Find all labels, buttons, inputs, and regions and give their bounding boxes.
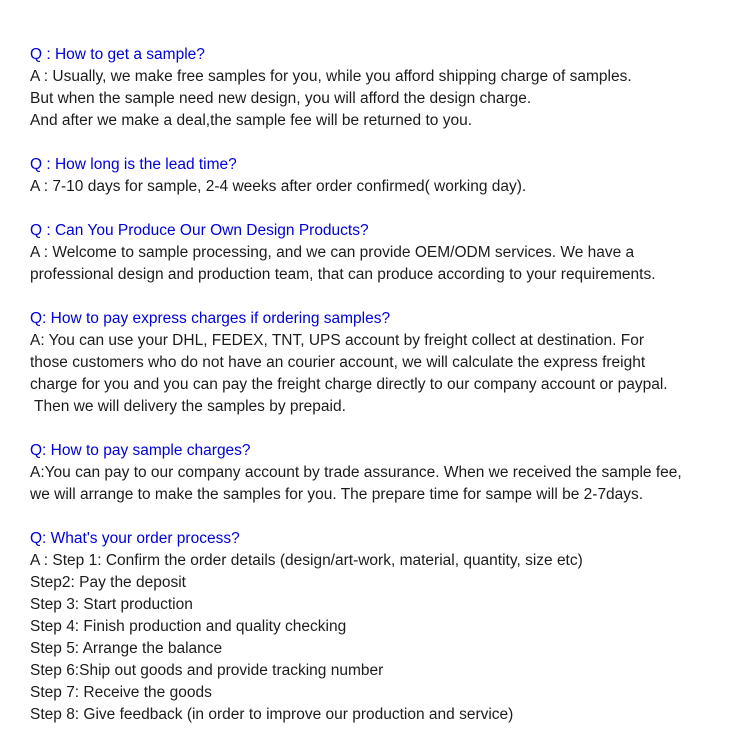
faq-question: Q: What's your order process? xyxy=(30,530,240,547)
faq-answer-line: we will arrange to make the samples for you. The prepare time for sampe will be 2-7days. xyxy=(30,486,644,503)
faq-question: Q: How to pay sample charges? xyxy=(30,442,251,459)
faq-answer-line: Step2: Pay the deposit xyxy=(30,574,186,591)
faq-answer-line: Step 8: Give feedback (in order to improve our production and service) xyxy=(30,706,514,723)
faq-question: Q : How long is the lead time? xyxy=(30,156,237,173)
faq-answer-line: A : Usually, we make free samples for you, while you afford shipping charge of samples. xyxy=(30,68,632,85)
faq-answer-line: Step 3: Start production xyxy=(30,596,193,613)
faq-list xyxy=(30,44,722,726)
faq-block xyxy=(30,154,722,198)
faq-answer-line: professional design and production team, that can produce according to your requirements. xyxy=(30,266,656,283)
faq-answers xyxy=(30,330,722,418)
faq-answers xyxy=(30,242,722,286)
faq-answers xyxy=(30,462,722,506)
faq-answer-line: Then we will delivery the samples by prepaid. xyxy=(30,398,346,415)
faq-question: Q : How to get a sample? xyxy=(30,46,205,63)
faq-answer-line: Step 5: Arrange the balance xyxy=(30,640,223,657)
faq-block xyxy=(30,308,722,418)
faq-question: Q : Can You Produce Our Own Design Products? xyxy=(30,222,369,239)
faq-answer-line: And after we make a deal,the sample fee will be returned to you. xyxy=(30,112,472,129)
faq-answer-line: A:You can pay to our company account by trade assurance. When we received the sample fee, xyxy=(30,464,682,481)
faq-question: Q: How to pay express charges if ordering samples? xyxy=(30,310,391,327)
faq-answer-line: But when the sample need new design, you will afford the design charge. xyxy=(30,90,532,107)
faq-block xyxy=(30,220,722,286)
faq-answer-line: Step 4: Finish production and quality checking xyxy=(30,618,347,635)
faq-answer-line: A : Step 1: Confirm the order details (design/art-work, material, quantity, size etc) xyxy=(30,552,583,569)
faq-answer-line: A : Welcome to sample processing, and we can provide OEM/ODM services. We have a xyxy=(30,244,635,261)
faq-block xyxy=(30,528,722,726)
faq-block xyxy=(30,44,722,132)
faq-answer-line: A: You can use your DHL, FEDEX, TNT, UPS account by freight collect at destination. For xyxy=(30,332,644,349)
faq-answer-line: Step 7: Receive the goods xyxy=(30,684,212,701)
faq-block xyxy=(30,440,722,506)
faq-answer-line: A : 7-10 days for sample, 2-4 weeks after order confirmed( working day). xyxy=(30,178,527,195)
faq-answers xyxy=(30,550,722,726)
faq-answer-line: charge for you and you can pay the freight charge directly to our company account or paypal. xyxy=(30,376,668,393)
faq-answer-line: those customers who do not have an courier account, we will calculate the express freight xyxy=(30,354,646,371)
faq-answers xyxy=(30,66,722,132)
faq-answers xyxy=(30,176,722,198)
faq-answer-line: Step 6:Ship out goods and provide tracking number xyxy=(30,662,384,679)
